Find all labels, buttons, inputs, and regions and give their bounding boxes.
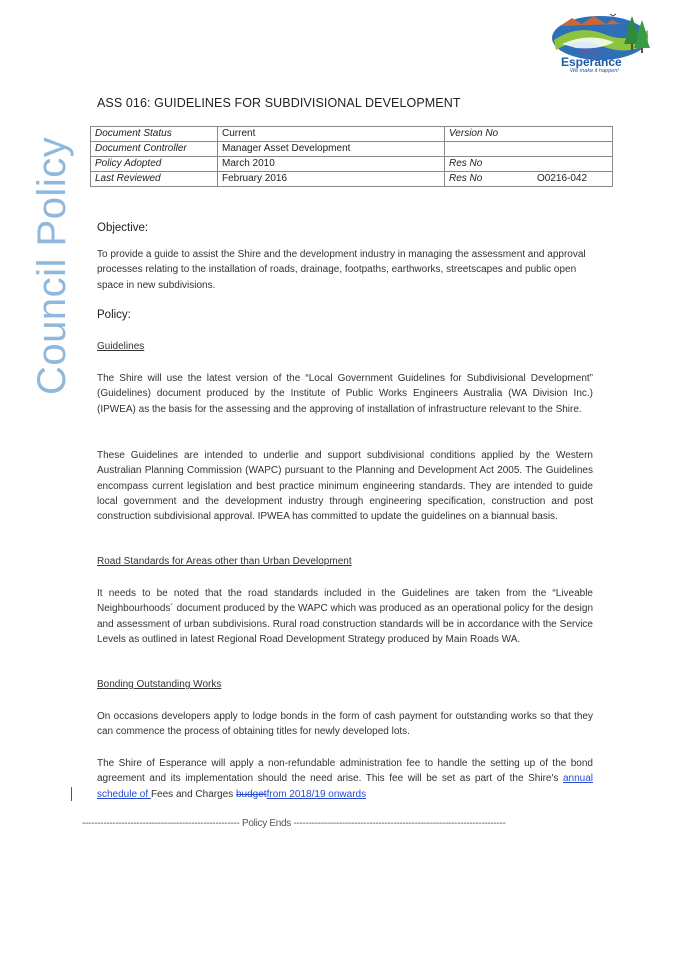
meta-value: February 2016 [218, 172, 445, 187]
road-standards-heading: Road Standards for Areas other than Urban Development [97, 556, 352, 567]
road-standards-paragraph: It needs to be noted that the road standards included in the Guidelines are taken from the “Liveable Neighbourhoods´ document produced by the WAPC which was produced as an operational policy for the design and assessment of urban subdivisions. Rural road construction standards will be in accordance with the Service Levels as outlined in latest Regional Road Development Strategy produced by Main Roads WA. [97, 588, 593, 645]
meta-label-2: Res No [445, 172, 520, 187]
meta-label-2: Res No [445, 157, 520, 172]
meta-value: Current [218, 127, 445, 142]
meta-label: Document Status [91, 127, 218, 142]
logo-shire-of: Shire of [580, 50, 601, 56]
table-row [91, 172, 613, 187]
table-row [91, 157, 613, 172]
meta-value-2 [519, 157, 613, 172]
meta-value-2 [519, 127, 613, 142]
meta-label: Document Controller [91, 142, 218, 157]
meta-label: Policy Adopted [91, 157, 218, 172]
bonding-text-start: The Shire of Esperance will apply a non-refundable administration fee to handle the setting up of the bond agreement and its implementation should the need arise. This fee will be set as part of the Shire's [97, 758, 593, 785]
meta-value-2: O0216-042 [519, 172, 613, 187]
shire-of-esperance-logo [548, 10, 658, 80]
table-row [91, 142, 613, 157]
guidelines-paragraph-2: These Guidelines are intended to underlie and support subdivisional conditions applied by the Western Australian Planning Commission (WAPC) pursuant to the Planning and Development Act 2005. The Guidelines encompass current legislation and best practice minimum engineering standards. They are intended to guide local government and the development industry through engineering specification, construction and post construction subdivisional approval. IPWEA has committed to update the guidelines on a biannual basis. [97, 450, 593, 523]
bonding-heading: Bonding Outstanding Works [97, 679, 222, 690]
logo-tagline: We make it happen! [570, 68, 619, 74]
deleted-text: budget [236, 788, 267, 800]
meta-value: Manager Asset Development [218, 142, 445, 157]
objective-heading: Objective: [97, 222, 149, 234]
document-meta-table [90, 126, 613, 187]
annual-schedule-link[interactable]: annual schedule of [97, 773, 593, 800]
guidelines-heading: Guidelines [97, 341, 145, 352]
meta-label-2: Version No [445, 127, 520, 142]
guidelines-paragraph-1: The Shire will use the latest version of the “Local Government Guidelines for Subdivisional Development” (Guidelines) document produced by the Institute of Public Works Engineers Australia (WA Division Inc.) (IPWEA) as the basis for the assessing and the approving of installation of infrastructure relevant to the Shire. [97, 373, 593, 415]
meta-label: Last Reviewed [91, 172, 218, 187]
council-policy-side-label: Council Policy [30, 136, 74, 395]
bonding-paragraph-2 [97, 756, 593, 802]
bonding-paragraph-1: On occasions developers apply to lodge bonds in the form of cash payment for outstanding works so that they can commence the process of obtaining titles for newly developed lots. [97, 711, 593, 738]
meta-label-2 [445, 142, 520, 157]
table-row [91, 127, 613, 142]
revision-change-bar [71, 787, 72, 801]
bonding-text-mid: Fees and Charges [150, 788, 236, 800]
policy-heading: Policy: [97, 309, 131, 321]
meta-value-2 [519, 142, 613, 157]
logo-name: Esperance [561, 55, 622, 69]
meta-value: March 2010 [218, 157, 445, 172]
page-title: ASS 016: GUIDELINES FOR SUBDIVISIONAL DEVELOPMENT [97, 96, 461, 110]
inserted-text-link[interactable]: from 2018/19 onwards [266, 788, 367, 800]
objective-text: To provide a guide to assist the Shire and the development industry in managing the assessment and approval processes relating to the installation of roads, drainage, footpaths, earthworks, streetscapes and public open space in new subdivisions. [97, 249, 586, 291]
policy-ends-divider: ---------------------------------------------------- Policy Ends ---------------------------------------------------------------------- [82, 818, 506, 829]
